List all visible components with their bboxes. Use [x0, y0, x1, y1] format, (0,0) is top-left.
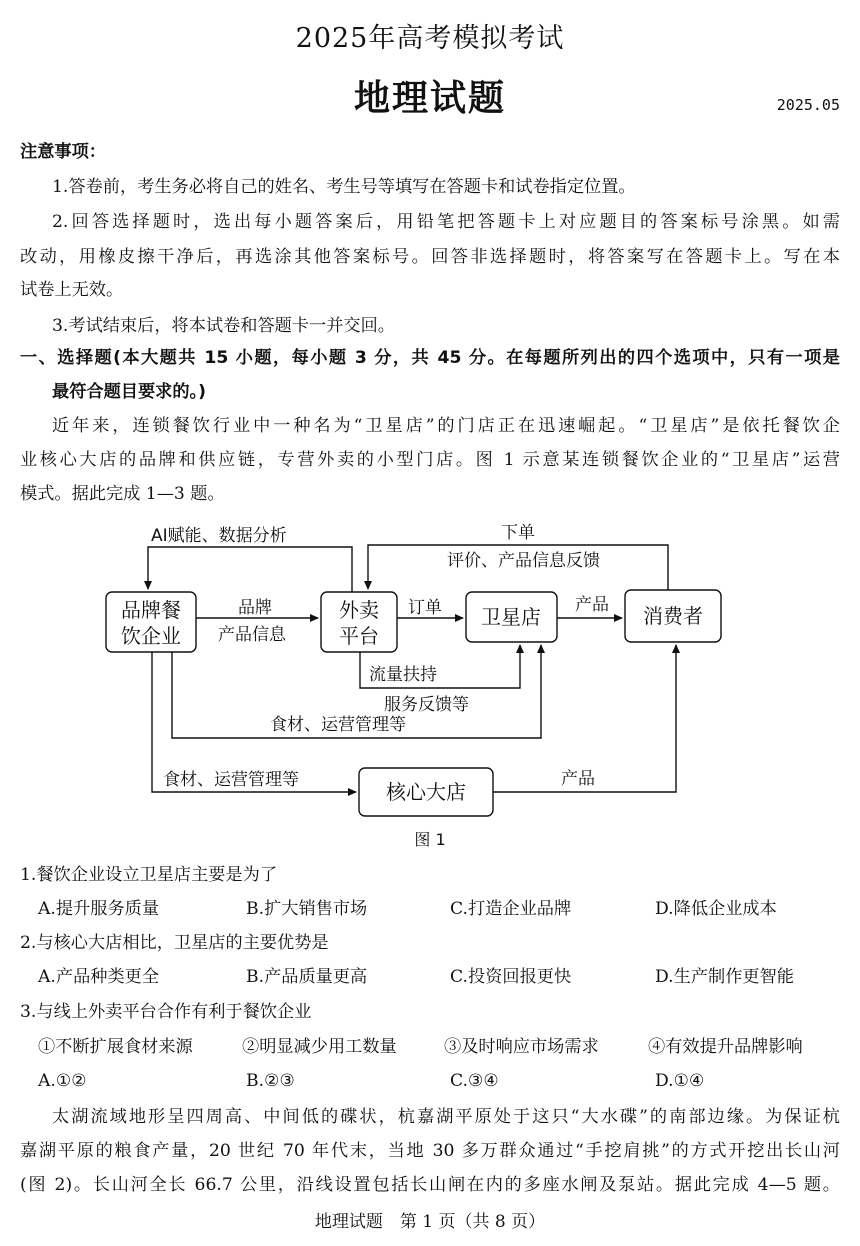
question-3-stem: 3.与线上外卖平台合作有利于餐饮企业 — [20, 1002, 312, 1022]
notes-heading: 注意事项： — [20, 142, 106, 162]
note-item-3: 3.考试结束后，将本试卷和答题卡一并交回。 — [52, 316, 395, 336]
node-consumer: 消费者 — [643, 604, 703, 628]
node-platform-line-2: 平台 — [339, 624, 379, 648]
label-ai: AI赋能、数据分析 — [151, 526, 287, 546]
passage1-line-2: 业核心大店的品牌和供应链，专营外卖的小型门店。图 1 示意某连锁餐饮企业的“卫星店”运营 — [20, 450, 840, 470]
q1-option-b: B.扩大销售市场 — [246, 899, 368, 919]
q1-option-c: C.打造企业品牌 — [450, 899, 572, 919]
section-heading-line-2: 最符合题目要求的。) — [52, 382, 206, 402]
q3-item-2: ②明显减少用工数量 — [242, 1037, 397, 1057]
label-food-mgmt-mid: 食材、运营管理等 — [270, 715, 406, 735]
node-brand-line-1: 品牌餐 — [121, 598, 181, 622]
label-order: 下单 — [501, 523, 535, 543]
label-feedback: 评价、产品信息反馈 — [447, 551, 600, 571]
question-2-stem: 2.与核心大店相比，卫星店的主要优势是 — [20, 933, 329, 953]
node-satellite: 卫星店 — [481, 605, 541, 629]
label-product-info: 产品信息 — [218, 625, 286, 645]
passage1-line-3: 模式。据此完成 1—3 题。 — [20, 484, 225, 504]
label-product-top: 产品 — [575, 595, 609, 615]
note-item-2-line-1: 2.回答选择题时，选出每小题答案后，用铅笔把答题卡上对应题目的答案标号涂黑。如需 — [52, 212, 840, 232]
q3-item-3: ③及时响应市场需求 — [444, 1037, 599, 1057]
passage2-line-1: 太湖流域地形呈四周高、中间低的碟状，杭嘉湖平原处于这只“大水碟”的南部边缘。为保证杭 — [52, 1107, 840, 1127]
passage2-line-2: 嘉湖平原的粮食产量，20 世纪 70 年代末，当地 30 多万群众通过“手挖肩挑”的方式开挖出长山河 — [20, 1141, 840, 1161]
node-platform-line-1: 外卖 — [339, 598, 379, 622]
label-service: 服务反馈等 — [384, 695, 469, 715]
subject-title: 地理试题 — [353, 78, 506, 119]
node-core-store: 核心大店 — [386, 780, 466, 804]
exam-date: 2025.05 — [776, 96, 840, 114]
question-2-options — [0, 960, 860, 995]
q2-option-c: C.投资回报更快 — [450, 967, 572, 987]
label-food-mgmt-low: 食材、运营管理等 — [163, 770, 299, 790]
question-3-items — [0, 1030, 860, 1065]
figure1-caption: 图 1 — [414, 830, 446, 849]
label-brand: 品牌 — [238, 598, 272, 618]
q2-option-a: A.产品种类更全 — [38, 967, 160, 987]
question-3-options — [0, 1064, 860, 1099]
q3-option-a: A.①② — [38, 1071, 87, 1091]
note-item-2-line-3: 试卷上无效。 — [20, 280, 124, 300]
q3-option-c: C.③④ — [450, 1071, 499, 1091]
q1-option-a: A.提升服务质量 — [38, 899, 160, 919]
note-item-2-line-2: 改动，用橡皮擦干净后，再选涂其他答案标号。回答非选择题时，将答案写在答题卡上。写在本 — [20, 247, 840, 267]
passage2-line-3: (图 2)。长山河全长 66.7 公里，沿线设置包括长山闸在内的多座水闸及泵站。据此完成 4—5 题。 — [20, 1175, 840, 1195]
question-1-stem: 1.餐饮企业设立卫星店主要是为了 — [20, 865, 278, 885]
section-heading-line-1: 一、选择题(本大题共 15 小题，每小题 3 分，共 45 分。在每题所列出的四个选项中，只有一项是 — [20, 348, 840, 368]
node-brand-line-2: 饮企业 — [121, 624, 181, 648]
exam-title: 2025年高考模拟考试 — [295, 23, 565, 54]
q3-item-4: ④有效提升品牌影响 — [648, 1037, 803, 1057]
label-dingdan: 订单 — [408, 598, 442, 618]
q1-option-d: D.降低企业成本 — [655, 899, 777, 919]
q3-option-b: B.②③ — [246, 1071, 295, 1091]
q2-option-d: D.生产制作更智能 — [655, 967, 794, 987]
q3-option-d: D.①④ — [655, 1071, 705, 1091]
passage1-line-1: 近年来，连锁餐饮行业中一种名为“卫星店”的门店正在迅速崛起。“卫星店”是依托餐饮企 — [52, 416, 840, 436]
note-item-1: 1.答卷前，考生务必将自己的姓名、考生号等填写在答题卡和试卷指定位置。 — [52, 177, 636, 197]
label-product-bottom: 产品 — [561, 769, 595, 789]
question-1-options — [0, 892, 860, 927]
page-footer: 地理试题 第 1 页（共 8 页） — [314, 1212, 546, 1232]
q3-item-1: ①不断扩展食材来源 — [38, 1037, 193, 1057]
label-traffic: 流量扶持 — [369, 665, 437, 685]
q2-option-b: B.产品质量更高 — [246, 967, 368, 987]
